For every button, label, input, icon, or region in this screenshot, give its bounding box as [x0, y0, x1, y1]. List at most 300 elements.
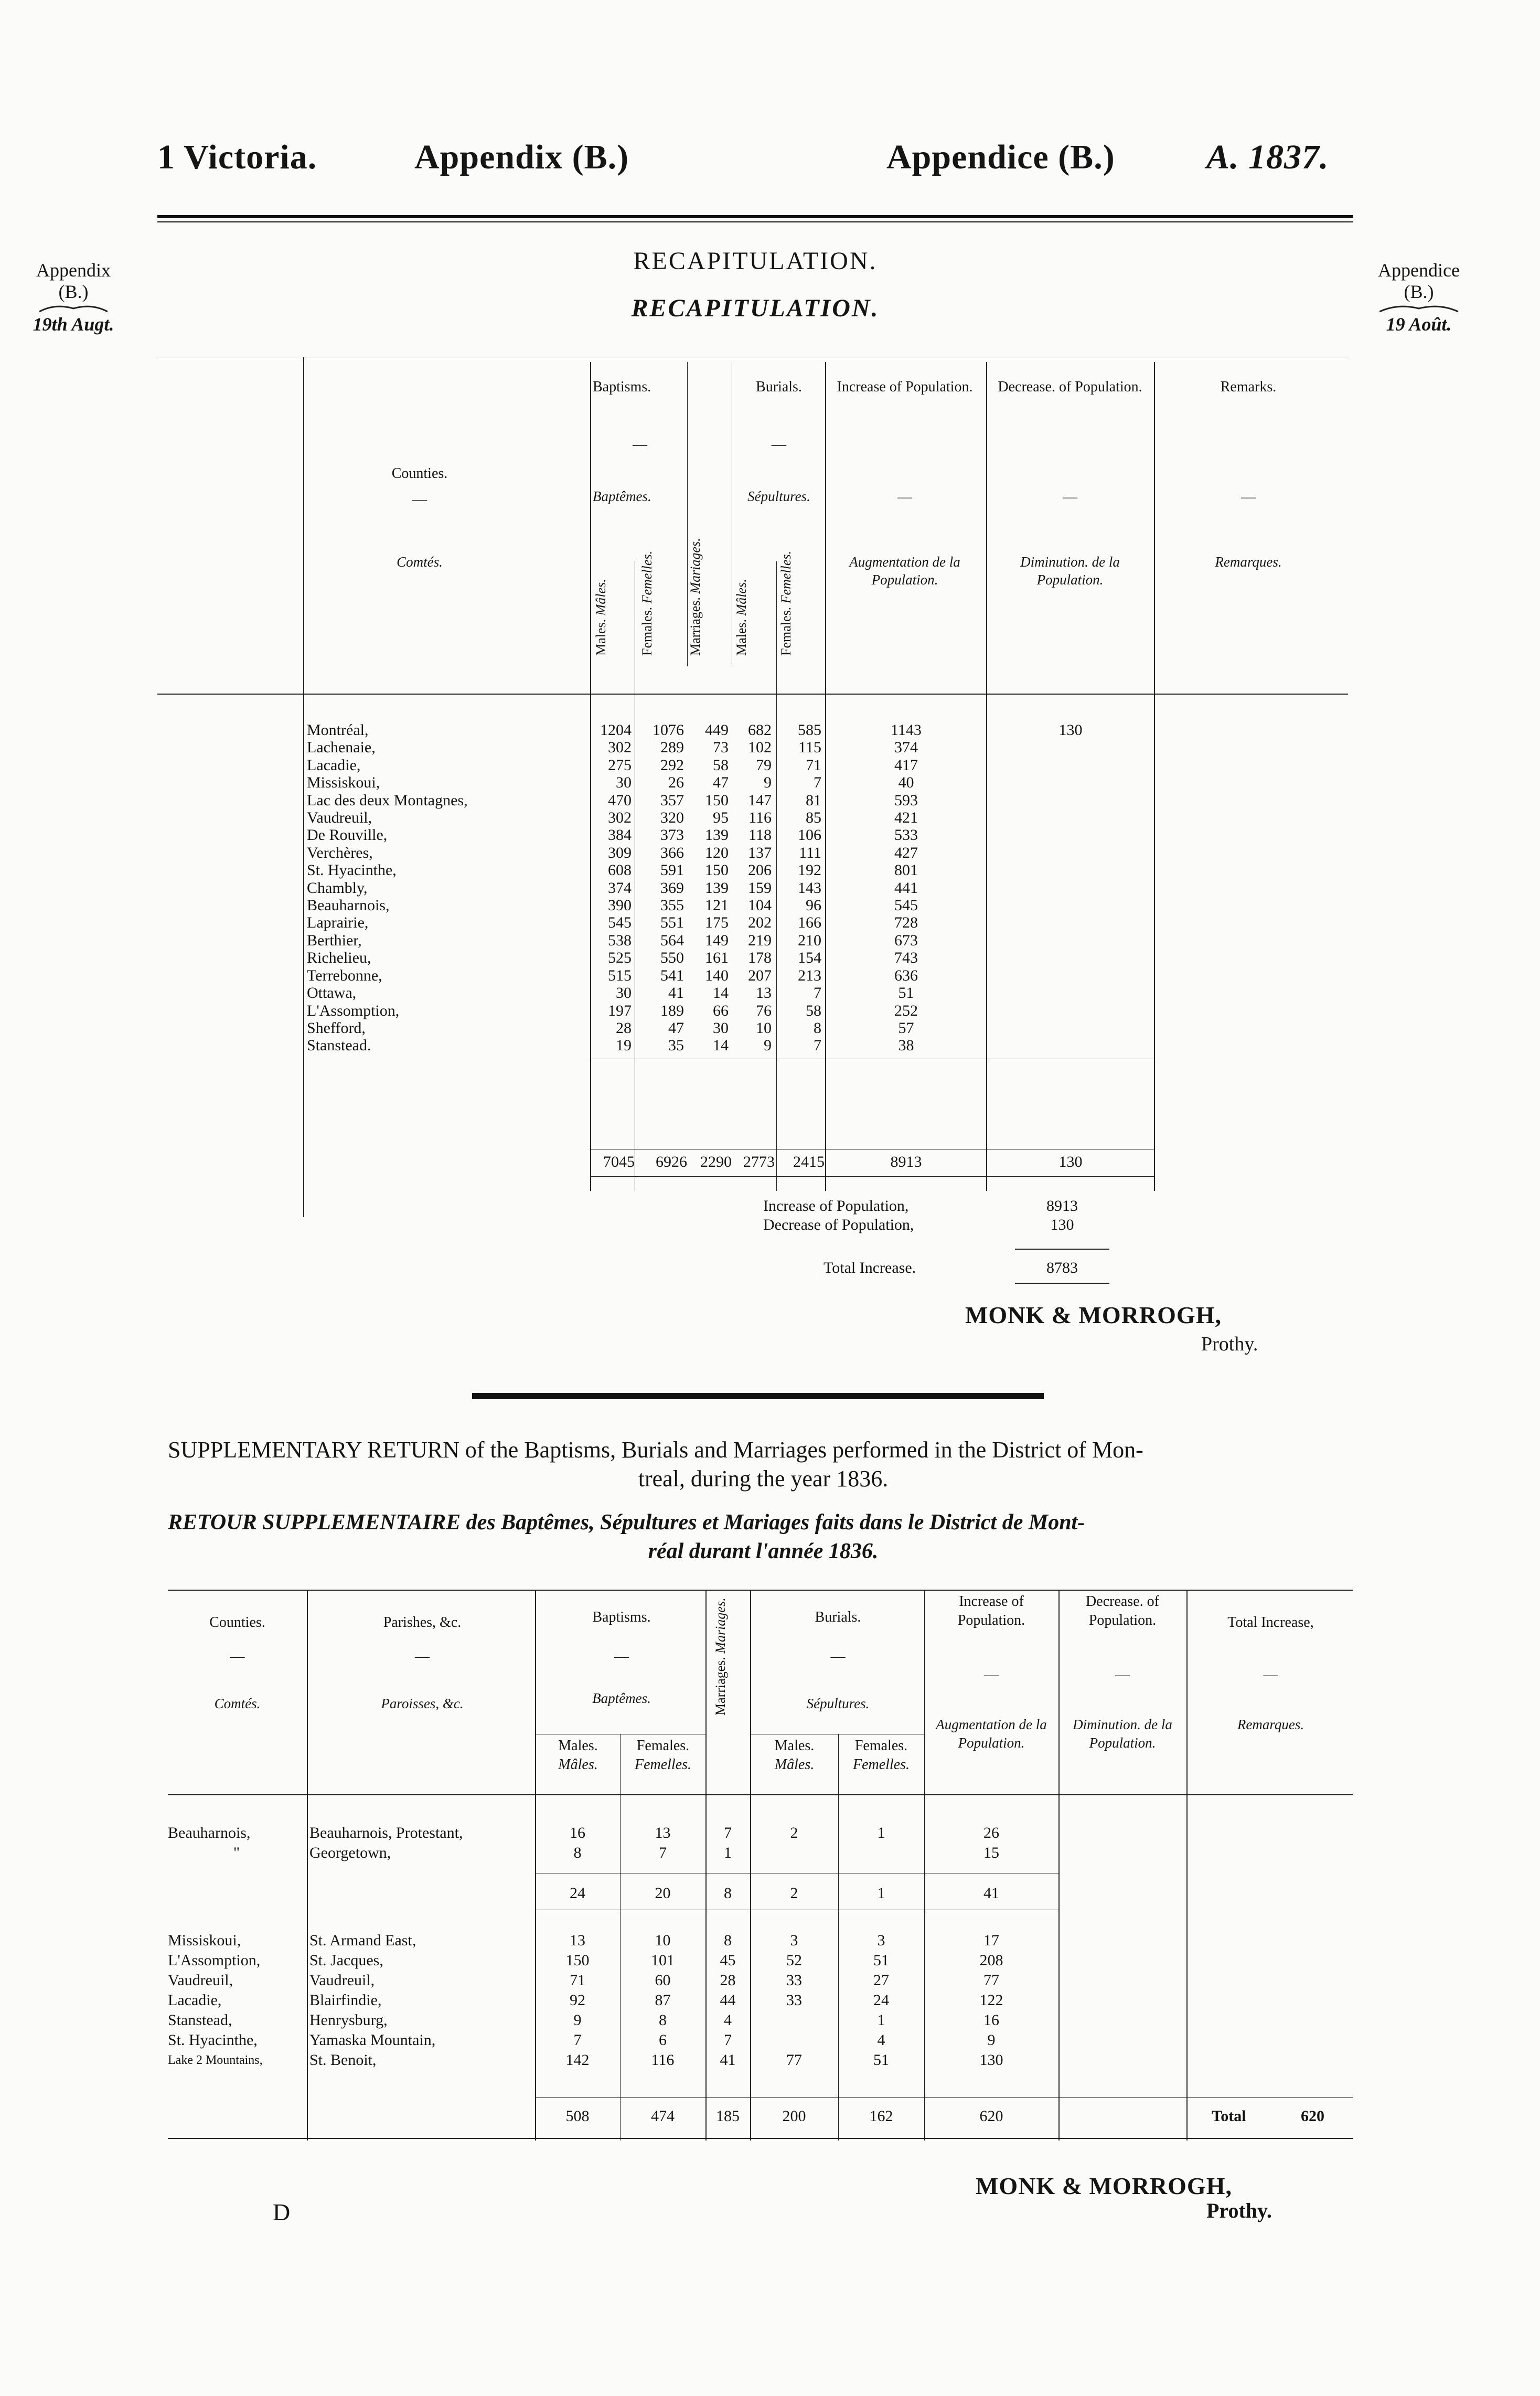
recap-uf-cell: 85 [806, 809, 821, 827]
supp-bf-en: Females. [636, 1738, 690, 1754]
header-center-right: Appendice (B.) [886, 138, 1115, 176]
recap-dec-cell [987, 914, 1154, 931]
recap-bm-cell: 390 [608, 897, 632, 914]
supp-bottom-rule [168, 2138, 1353, 2139]
recap-burial-males-fr: Mâles. [734, 579, 749, 616]
supp-total-value: 620 [1301, 2107, 1324, 2125]
recap-um-cell: 13 [756, 984, 772, 1002]
recap-bm-cell: 374 [608, 879, 632, 897]
recap-county-cell: L'Assomption, [307, 1002, 400, 1019]
supp-dash: — [984, 1667, 999, 1683]
supp-county-cell: Beauharnois, [168, 1824, 251, 1841]
recap-bf-cell: 41 [668, 984, 684, 1002]
recap-uf-cell: 71 [806, 756, 821, 774]
recap-uf-cell: 143 [798, 879, 821, 897]
recap-bf-cell: 551 [660, 914, 684, 932]
recap-uf-cell: 166 [798, 914, 821, 932]
recap-dec-cell [987, 757, 1154, 774]
supp-burials-fr: Sépultures. [806, 1696, 870, 1711]
supp-bf-cell: 60 [655, 1972, 671, 1989]
recap-inc-cell: 545 [894, 897, 918, 914]
recap-inc-cell: 593 [894, 791, 918, 809]
recap-uf-cell: 7 [814, 774, 821, 792]
recap-decrease-en: Decrease. of Population. [998, 379, 1142, 395]
supp-uf-cell: 1 [877, 1824, 885, 1841]
recap-summary-total-value: 8783 [1046, 1259, 1078, 1276]
recap-inc-cell: 421 [894, 809, 918, 827]
supp-inc-cell: 122 [979, 1992, 1003, 2009]
recap-burial-females-en: Females. [778, 606, 794, 656]
recap-uf-cell: 7 [814, 1037, 821, 1055]
recap-burials-en: Burials. [756, 379, 802, 395]
tilde-ornament-icon [37, 303, 110, 314]
supp-total-label: Total [1212, 2107, 1246, 2125]
recap-uf-cell: 210 [798, 931, 821, 949]
recap-vline [303, 357, 304, 1217]
supp-title-en-line2: treal, during the year 1836. [638, 1466, 889, 1492]
margin-note-right-2: (B.) [1404, 281, 1434, 303]
supp-parish-cell: Beauharnois, Protestant, [309, 1824, 463, 1841]
recap-mar-cell: 47 [713, 774, 729, 792]
recap-baptisms-en: Baptisms. [593, 379, 651, 395]
supp-bm-fr: Mâles. [558, 1756, 598, 1773]
supp-uf-cell: 4 [877, 2031, 885, 2049]
recap-counties-en: Counties. [391, 465, 448, 482]
supp-mar-cell: 1 [724, 1844, 732, 1861]
margin-note-left-2: (B.) [58, 281, 89, 303]
supp-g1-total-um: 2 [790, 1884, 798, 1902]
recap-uf-cell: 7 [814, 984, 821, 1002]
supp-bm-header [536, 1737, 620, 1775]
supp-mar-cell: 7 [724, 2031, 732, 2049]
tilde-ornament-icon [1377, 303, 1461, 314]
recap-county-cell: Vaudreuil, [307, 809, 372, 827]
recap-dec-cell [987, 879, 1154, 897]
recap-county-cell: Ottawa, [307, 984, 357, 1002]
recap-mar-cell: 73 [713, 739, 729, 757]
recap-um-cell: 10 [756, 1019, 772, 1037]
supp-county-cell: Vaudreuil, [168, 1972, 233, 1989]
recap-inc-cell: 417 [894, 756, 918, 774]
recap-dec-cell [987, 861, 1154, 879]
supp-uf-cell: 24 [873, 1992, 889, 2009]
supp-uf-cell: 1 [877, 2011, 885, 2029]
recap-dec-cell [987, 844, 1154, 861]
recap-dash: — [897, 489, 912, 505]
supp-county-cell: Lacadie, [168, 1992, 222, 2009]
supp-dash: — [230, 1648, 245, 1665]
supp-uf-cell: 27 [873, 1972, 889, 1989]
supp-title-en-line1: SUPPLEMENTARY RETURN of the Baptisms, Burials and Marriages performed in the District of Mon- [168, 1437, 1143, 1463]
recap-bf-cell: 355 [660, 897, 684, 914]
recap-uf-cell: 58 [806, 1002, 821, 1019]
header-rule-thin [157, 221, 1353, 222]
recap-total-dec: 130 [1058, 1153, 1083, 1170]
recap-mar-cell: 149 [705, 931, 729, 949]
supp-grand-inc: 620 [979, 2107, 1003, 2125]
recap-inc-cell: 801 [894, 861, 918, 879]
recap-uf-cell: 106 [798, 826, 821, 844]
recap-inc-column [826, 721, 986, 1055]
supp-grand-mar: 185 [716, 2107, 740, 2125]
recap-inc-cell: 1143 [891, 721, 922, 739]
recap-um-cell: 137 [748, 844, 772, 861]
recap-bm-cell: 19 [616, 1037, 632, 1055]
recap-bf-cell: 35 [668, 1037, 684, 1055]
recap-uf-cell: 111 [799, 844, 821, 861]
supp-bf-cell: 10 [655, 1932, 671, 1949]
supp-uf-cell: 3 [877, 1932, 885, 1949]
supp-um-fr: Mâles. [774, 1756, 815, 1773]
supp-um-cell: 33 [786, 1992, 802, 2009]
recap-baptisms-fr: Baptêmes. [593, 488, 651, 504]
recap-inc-cell: 51 [898, 984, 914, 1002]
recap-bf-cell: 320 [660, 809, 684, 827]
supp-title-fr-line1: RETOUR SUPPLEMENTAIRE des Baptêmes, Sépultures et Mariages faits dans le District de Mont- [168, 1510, 1085, 1535]
supp-inc-cell: 208 [979, 1952, 1003, 1969]
recap-county-column [307, 721, 590, 1055]
recap-um-cell: 104 [748, 897, 772, 914]
recap-bm-cell: 515 [608, 966, 632, 984]
supp-parish-cell: St. Benoit, [309, 2051, 377, 2069]
recap-inc-cell: 533 [894, 826, 918, 844]
recap-bm-cell: 30 [616, 984, 632, 1002]
recap-totals-bottom-rule [590, 1176, 1154, 1177]
recap-mar-cell: 14 [713, 1037, 729, 1055]
recap-inc-cell: 38 [898, 1037, 914, 1055]
supp-bm-cell: 71 [570, 1972, 585, 1989]
supp-total-increase-header: Total Increase, [1227, 1614, 1314, 1631]
supp-uf-cell: 51 [873, 1952, 889, 1969]
recap-bm-cell: 384 [608, 826, 632, 844]
recap-mar-column [688, 721, 732, 1055]
supp-bf-cell: 8 [659, 2011, 667, 2029]
supp-parish-cell: Blairfindie, [309, 1992, 382, 2009]
recap-mar-cell: 14 [713, 984, 729, 1002]
supp-decrease-en: Decrease. of Population. [1086, 1593, 1159, 1629]
recap-dec-cell [987, 1037, 1154, 1054]
supp-bf-cell: 116 [651, 2051, 675, 2069]
supp-remarks-fr: Remarques. [1237, 1717, 1304, 1732]
supp-signature: MONK & MORROGH, [976, 2173, 1232, 2199]
supp-baptisms-fr: Baptêmes. [592, 1690, 651, 1706]
recap-bm-cell: 608 [608, 861, 632, 879]
supp-um-cell: 52 [786, 1952, 802, 1969]
supp-mar-cell: 45 [720, 1952, 736, 1969]
supp-bf-cell: 87 [655, 1992, 671, 2009]
header-right: A. 1837. [1206, 138, 1329, 176]
recap-signature: MONK & MORROGH, [965, 1302, 1222, 1328]
recap-burial-females-header [778, 551, 794, 656]
supp-county-cell: St. Hyacinthe, [168, 2031, 258, 2049]
supp-g1-total-bm: 24 [570, 1884, 585, 1902]
recap-bf-column [636, 721, 687, 1055]
supp-baptisms-en: Baptisms. [592, 1609, 651, 1625]
recap-decrease-fr: Diminution. de la Population. [1020, 554, 1120, 588]
recap-burials-fr: Sépultures. [747, 488, 810, 504]
recap-dash: — [412, 492, 427, 508]
supp-bm-cell: 9 [573, 2011, 582, 2029]
recap-dec-cell [987, 774, 1154, 791]
supp-bf-cell: 6 [659, 2031, 667, 2049]
recap-uf-cell: 115 [798, 739, 821, 757]
recap-mar-cell: 139 [705, 879, 729, 897]
recap-remarks-en: Remarks. [1220, 379, 1277, 395]
recap-bm-cell: 538 [608, 931, 632, 949]
recap-vline [776, 561, 777, 1191]
recap-total-bm: 7045 [603, 1153, 635, 1170]
recap-county-cell: Berthier, [307, 931, 362, 949]
supp-bf-fr: Femelles. [634, 1756, 692, 1773]
supp-inc-cell: 17 [983, 1932, 999, 1949]
recap-inc-cell: 57 [898, 1019, 914, 1037]
supp-mar-cell: 41 [720, 2051, 736, 2069]
supp-title-fr-line2: réal durant l'année 1836. [648, 1539, 879, 1563]
recap-bf-cell: 373 [660, 826, 684, 844]
supp-inc-cell: 77 [983, 1972, 999, 1989]
recap-inc-cell: 728 [894, 914, 918, 932]
supp-top-rule [168, 1590, 1353, 1591]
recap-dec-cell [987, 949, 1154, 966]
supp-uf-en: Females. [854, 1738, 908, 1754]
supp-um-header [751, 1737, 838, 1775]
recap-dec-cell [987, 897, 1154, 914]
header-rule [157, 215, 1353, 218]
recap-mar-cell: 140 [705, 966, 729, 984]
recap-total-bf: 6926 [656, 1153, 687, 1170]
recap-remarks-fr: Remarques. [1215, 554, 1282, 570]
recap-uf-cell: 81 [806, 791, 821, 809]
recap-dash: — [772, 436, 786, 453]
supp-mar-cell: 28 [720, 1972, 736, 1989]
recap-um-cell: 9 [764, 1037, 772, 1055]
recap-inc-cell: 374 [894, 739, 918, 757]
recap-bm-cell: 197 [608, 1002, 632, 1019]
recap-total-um: 2773 [743, 1153, 775, 1170]
recap-bm-cell: 30 [616, 774, 632, 792]
recap-uf-cell: 213 [798, 966, 821, 984]
recap-males-fr: Mâles. [593, 579, 608, 616]
supp-uf-fr: Femelles. [852, 1756, 910, 1773]
supp-counties-fr: Comtés. [214, 1696, 261, 1711]
recap-uf-cell: 8 [814, 1019, 821, 1037]
recap-mar-cell: 95 [713, 809, 729, 827]
recap-mar-cell: 449 [705, 721, 729, 739]
recap-bf-cell: 47 [668, 1019, 684, 1037]
recap-burial-females-fr: Femelles. [778, 551, 794, 604]
recap-bf-cell: 26 [668, 774, 684, 792]
recap-um-cell: 202 [748, 914, 772, 932]
recap-um-cell: 79 [756, 756, 772, 774]
recap-marriages-en: Marriages. [688, 597, 703, 656]
recap-uf-column [777, 721, 825, 1055]
recap-uf-cell: 192 [798, 861, 821, 879]
recap-dec-cell [987, 739, 1154, 756]
recap-um-cell: 118 [748, 826, 772, 844]
recap-summary-rule [1015, 1283, 1109, 1284]
recap-increase-fr: Augmentation de la Population. [849, 554, 960, 588]
recap-bf-cell: 189 [660, 1002, 684, 1019]
header-center-left: Appendix (B.) [414, 138, 629, 176]
recap-county-cell: Richelieu, [307, 949, 371, 967]
recap-county-cell: Laprairie, [307, 914, 369, 932]
supp-um-cell: 77 [786, 2051, 802, 2069]
recap-females-en: Females. [639, 606, 655, 656]
supp-grand-uf: 162 [869, 2107, 893, 2125]
recap-dec-cell [987, 932, 1154, 949]
recap-bf-cell: 369 [660, 879, 684, 897]
recap-inc-cell: 441 [894, 879, 918, 897]
supp-parish-cell: Yamaska Mountain, [309, 2031, 436, 2049]
margin-note-right-1: Appendice [1378, 260, 1460, 281]
recap-inc-cell: 40 [898, 774, 914, 792]
recap-summary-total-label: Total Increase. [824, 1259, 916, 1276]
recap-dec-cell [987, 1002, 1154, 1019]
margin-note-left [21, 260, 126, 335]
supp-county-cell: L'Assomption, [168, 1952, 261, 1969]
recap-inc-cell: 252 [894, 1002, 918, 1019]
supp-parishes-fr: Paroisses, &c. [381, 1696, 464, 1711]
recap-inc-cell: 743 [894, 949, 918, 967]
recap-bm-cell: 302 [608, 739, 632, 757]
recap-county-cell: Montréal, [307, 721, 369, 739]
recap-bf-cell: 289 [660, 739, 684, 757]
supp-marriages-fr: Mariages. [713, 1598, 728, 1654]
supp-uf-cell: 51 [873, 2051, 889, 2069]
margin-note-right [1359, 260, 1479, 335]
supp-dash: — [1263, 1667, 1278, 1683]
supp-header-rule [168, 1794, 1353, 1795]
margin-note-left-3: 19th Augt. [33, 313, 114, 335]
supp-parish-cell: St. Jacques, [309, 1952, 383, 1969]
recap-dec-cell [987, 984, 1154, 1002]
recap-summary-dec-label: Decrease of Population, [763, 1216, 914, 1233]
recap-total-uf: 2415 [793, 1153, 825, 1170]
recap-bm-cell: 545 [608, 914, 632, 932]
recap-county-cell: Lacadie, [307, 756, 361, 774]
recap-inc-cell: 673 [894, 931, 918, 949]
recap-bf-cell: 564 [660, 931, 684, 949]
supp-um-cell: 33 [786, 1972, 802, 1989]
recap-bm-column [590, 721, 635, 1055]
recap-marriages-header [688, 538, 703, 656]
supp-marriages-en: Marriages. [713, 1657, 728, 1716]
recap-bf-cell: 292 [660, 756, 684, 774]
recap-burial-males-en: Males. [734, 619, 749, 656]
supp-marriages-header [713, 1598, 729, 1716]
recap-dash: — [1241, 489, 1256, 505]
recap-county-cell: Verchères, [307, 844, 373, 861]
supp-inc-cell: 26 [983, 1824, 999, 1841]
recap-county-cell: Lachenaie, [307, 739, 376, 757]
recap-signature-title: Prothy. [1201, 1333, 1258, 1355]
recap-bm-cell: 302 [608, 809, 632, 827]
supp-total-rule [535, 2097, 1353, 2098]
supp-bf-cell: 101 [651, 1952, 675, 1969]
recap-title-en: RECAPITULATION. [633, 247, 878, 275]
recap-uf-cell: 585 [798, 721, 821, 739]
recap-title-fr: RECAPITULATION. [631, 294, 880, 322]
supp-bf-header [621, 1737, 705, 1775]
recap-dec-cell: 130 [1058, 721, 1083, 739]
supp-inc-cell: 16 [983, 2011, 999, 2029]
recap-um-cell: 9 [764, 774, 772, 792]
supp-bm-cell: 13 [570, 1932, 585, 1949]
supp-bm-cell: 92 [570, 1992, 585, 2009]
supp-signature-title: Prothy. [1206, 2199, 1272, 2222]
supp-inc-cell: 130 [979, 2051, 1003, 2069]
supp-grand-bf: 474 [651, 2107, 675, 2125]
supp-counties-en: Counties. [209, 1614, 265, 1631]
recap-county-cell: Stanstead. [307, 1037, 371, 1055]
recap-dec-cell [987, 967, 1154, 984]
supp-parish-cell: Vaudreuil, [309, 1972, 375, 1989]
recap-um-cell: 682 [748, 721, 772, 739]
recap-counties-fr: Comtés. [397, 554, 443, 570]
supp-inc-cell: 9 [987, 2031, 996, 2049]
recap-marriages-fr: Mariages. [688, 538, 703, 594]
recap-um-cell: 207 [748, 966, 772, 984]
recap-summary-inc-value: 8913 [1046, 1197, 1078, 1215]
supp-g1-total-bf: 20 [655, 1884, 671, 1902]
recap-header-rule [157, 694, 1348, 695]
supp-bm-cell: 16 [570, 1824, 585, 1841]
recap-vline [1154, 362, 1155, 1191]
supp-vline [307, 1590, 308, 2141]
recap-bm-cell: 275 [608, 756, 632, 774]
recap-summary-rule [1015, 1249, 1109, 1250]
supp-vline [1186, 1590, 1188, 2141]
margin-note-left-1: Appendix [36, 260, 111, 281]
supp-bm-cell: 142 [565, 2051, 590, 2069]
supp-increase-en: Increase of Population. [957, 1593, 1025, 1629]
recap-dec-column [987, 721, 1154, 1055]
recap-county-cell: Shefford, [307, 1019, 366, 1037]
recap-bf-cell: 1076 [653, 721, 684, 739]
recap-dec-cell [987, 1019, 1154, 1037]
recap-uf-cell: 96 [806, 897, 821, 914]
supp-county-cell: " [233, 1844, 240, 1861]
supp-county-cell: Lake 2 Mountains, [168, 2053, 263, 2067]
supp-burials-en: Burials. [815, 1609, 861, 1625]
recap-mar-cell: 121 [705, 897, 729, 914]
recap-um-cell: 219 [748, 931, 772, 949]
recap-um-cell: 178 [748, 949, 772, 967]
recap-dec-cell [987, 792, 1154, 809]
supp-inc-cell: 15 [983, 1844, 999, 1861]
recap-bf-cell: 591 [660, 861, 684, 879]
recap-males-header [594, 577, 609, 656]
recap-burial-males-header [734, 577, 750, 656]
recap-bf-cell: 550 [660, 949, 684, 967]
supp-mar-cell: 4 [724, 2011, 732, 2029]
recap-dec-cell [987, 826, 1154, 844]
recap-summary-inc-label: Increase of Population, [763, 1197, 909, 1215]
supp-parishes-en: Parishes, &c. [383, 1614, 462, 1631]
supp-um-en: Males. [774, 1738, 815, 1754]
section-divider [472, 1393, 1044, 1399]
supp-um-cell: 3 [790, 1932, 798, 1949]
supp-bf-cell: 13 [655, 1824, 671, 1841]
recap-um-cell: 116 [748, 809, 772, 827]
supp-bm-cell: 7 [573, 2031, 582, 2049]
supp-dash: — [830, 1648, 846, 1665]
recap-inc-cell: 427 [894, 844, 918, 861]
recap-bm-cell: 525 [608, 949, 632, 967]
recap-bf-cell: 357 [660, 791, 684, 809]
supp-bm-cell: 8 [573, 1844, 582, 1861]
footer-letter: D [273, 2199, 291, 2225]
